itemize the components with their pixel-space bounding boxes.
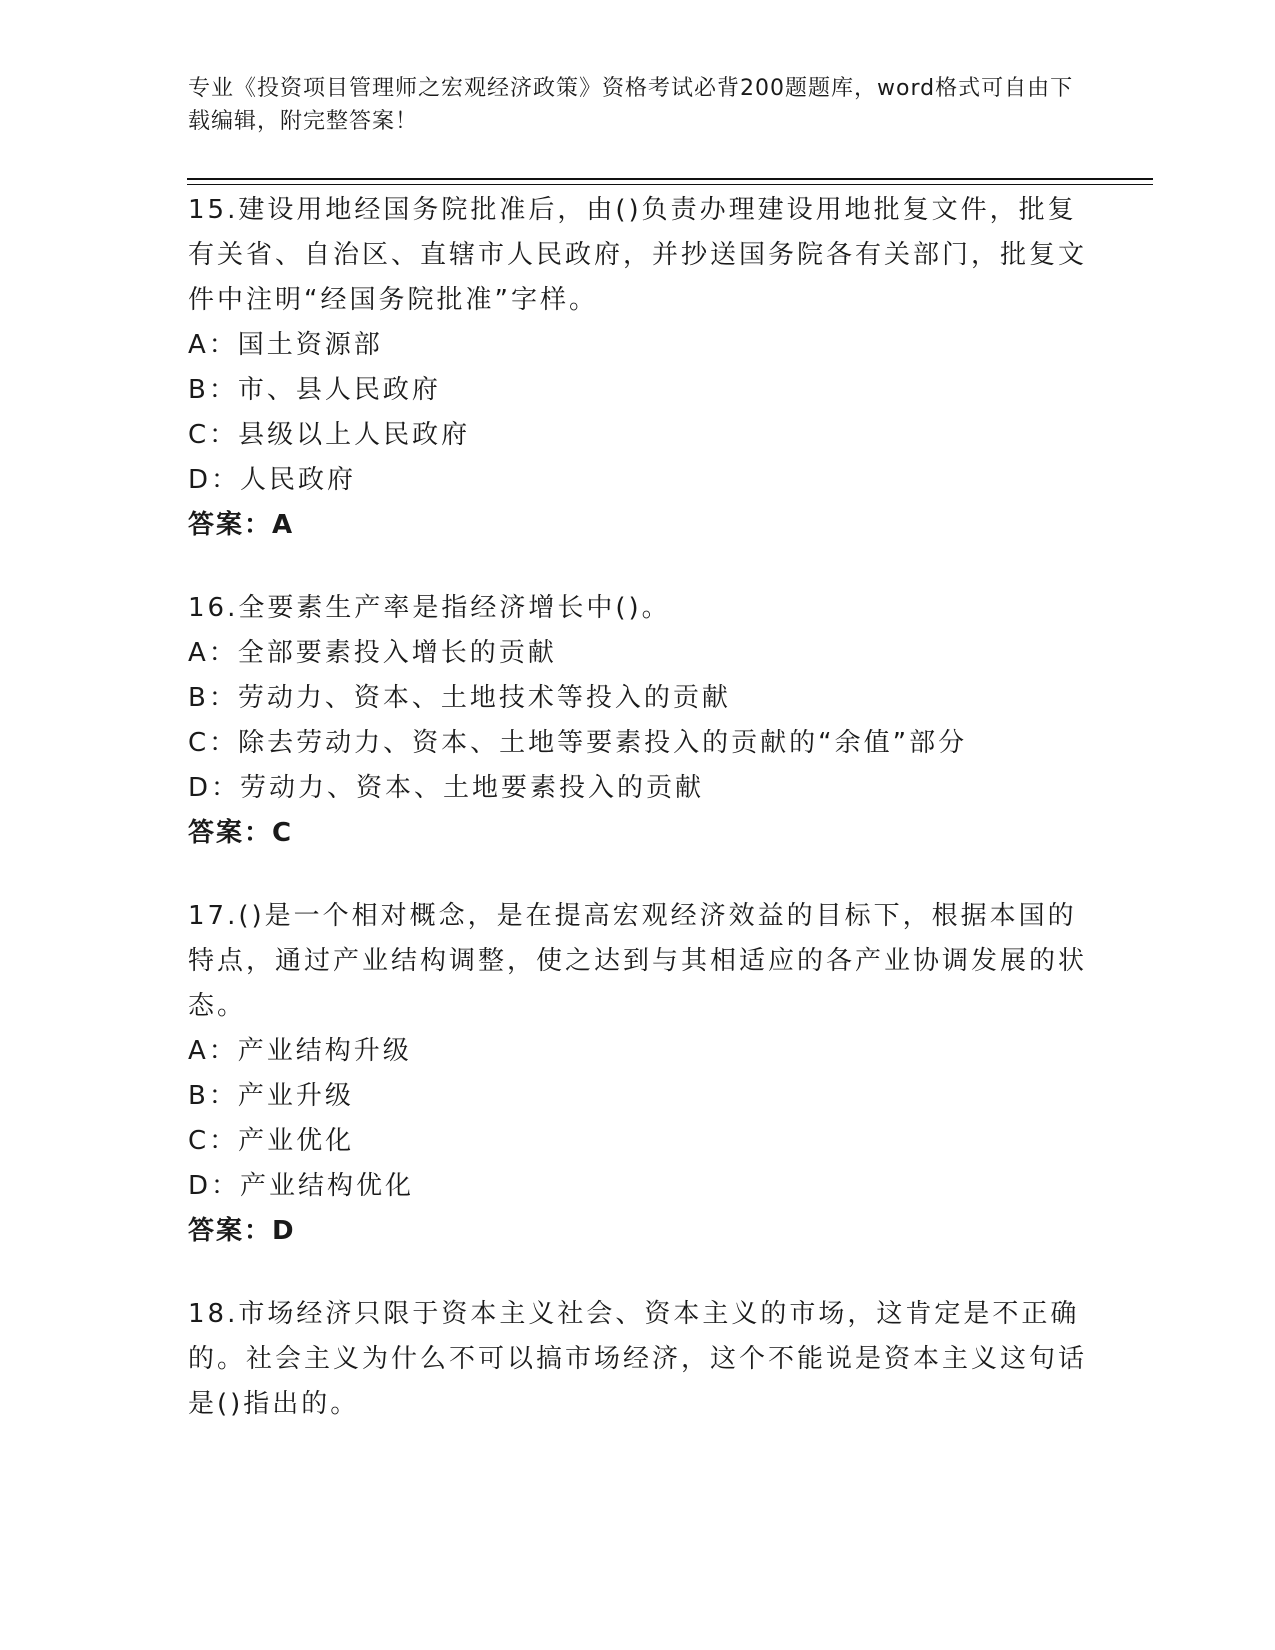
answer: 答案：D	[188, 1216, 296, 1246]
header-divider-thin	[187, 184, 1153, 185]
question-16	[188, 586, 1088, 856]
option-c: C：县级以上人民政府	[188, 420, 471, 450]
option-c: C：产业优化	[188, 1126, 355, 1156]
question-stem: 16.全要素生产率是指经济增长中()。	[188, 593, 671, 623]
question-15	[188, 188, 1088, 548]
question-stem: 17.()是一个相对概念，是在提高宏观经济效益的目标下，根据本国的特点，通过产业结构调整，使之达到与其相适应的各产业协调发展的状态。	[188, 901, 1088, 1021]
option-a: A：全部要素投入增长的贡献	[188, 638, 557, 668]
question-17	[188, 894, 1088, 1254]
option-a: A：产业结构升级	[188, 1036, 412, 1066]
page-header: 专业《投资项目管理师之宏观经济政策》资格考试必背200题题库，word格式可自由下载编辑，附完整答案！	[188, 76, 1074, 134]
question-list	[188, 188, 1088, 1465]
header-divider-thick	[187, 178, 1153, 180]
option-d: D：产业结构优化	[188, 1171, 415, 1201]
question-stem: 18.市场经济只限于资本主义社会、资本主义的市场，这肯定是不正确的。社会主义为什么不可以搞市场经济，这个不能说是资本主义这句话是()指出的。	[188, 1299, 1088, 1419]
answer: 答案：A	[188, 510, 295, 540]
option-a: A：国土资源部	[188, 330, 383, 360]
answer: 答案：C	[188, 818, 294, 848]
option-d: D：劳动力、资本、土地要素投入的贡献	[188, 773, 705, 803]
option-d: D：人民政府	[188, 465, 357, 495]
option-c: C：除去劳动力、资本、土地等要素投入的贡献的“余值”部分	[188, 728, 968, 758]
option-b: B：市、县人民政府	[188, 375, 441, 405]
option-b: B：劳动力、资本、土地技术等投入的贡献	[188, 683, 731, 713]
option-b: B：产业升级	[188, 1081, 354, 1111]
question-18	[188, 1292, 1088, 1427]
question-stem: 15.建设用地经国务院批准后，由()负责办理建设用地批复文件，批复有关省、自治区、直辖市人民政府，并抄送国务院各有关部门，批复文件中注明“经国务院批准”字样。	[188, 195, 1088, 315]
